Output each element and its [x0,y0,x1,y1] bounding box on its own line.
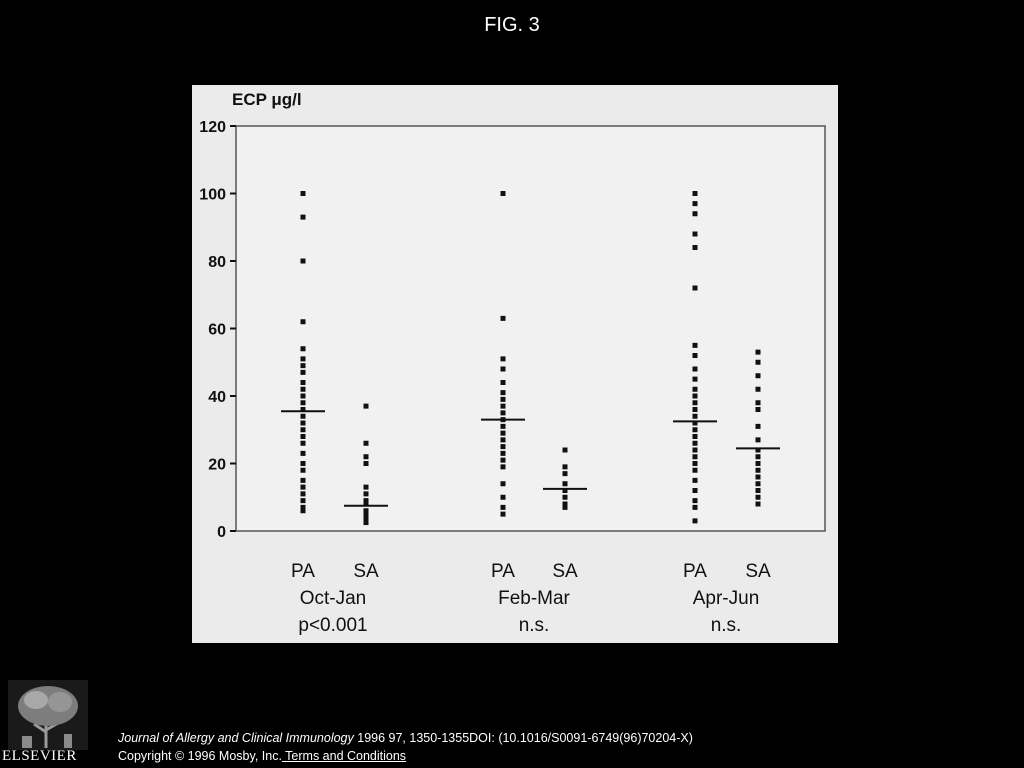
data-point [301,491,306,496]
data-point [693,448,698,453]
y-tick-label: 100 [199,186,226,204]
data-point [501,410,506,415]
data-point [693,201,698,206]
plot-frame [236,126,825,531]
data-point [693,286,698,291]
data-point [501,380,506,385]
data-point [756,360,761,365]
significance-label: p<0.001 [298,615,368,636]
data-point [501,390,506,395]
data-point [756,400,761,405]
data-point [756,373,761,378]
data-point [301,191,306,196]
data-point [563,505,568,510]
data-point [756,468,761,473]
ecp-scatter-chart [192,85,838,643]
data-point [364,520,369,525]
data-point [301,498,306,503]
data-point [301,363,306,368]
data-point [756,475,761,480]
data-point [693,461,698,466]
citation-details: 1996 97, 1350-1355DOI: (10.1016/S0091-6749(96)70204-X) [353,731,693,745]
data-point [501,431,506,436]
data-point [501,458,506,463]
data-point [501,316,506,321]
data-point [301,387,306,392]
elsevier-wordmark: ELSEVIER [2,748,77,764]
y-tick-label: 80 [208,254,226,271]
figure-panel [192,85,838,643]
data-point [501,356,506,361]
data-point [756,437,761,442]
terms-and-conditions-link[interactable]: Terms and Conditions [281,749,407,763]
journal-name: Journal of Allergy and Clinical Immunology [118,731,354,745]
y-tick-label: 20 [208,456,226,474]
data-point [364,485,369,490]
data-point [301,370,306,375]
data-point [501,367,506,372]
data-point [301,400,306,405]
data-point [693,400,698,405]
y-tick-label: 120 [199,119,226,136]
data-point [301,461,306,466]
data-point [756,495,761,500]
y-tick-label: 0 [217,524,226,541]
data-point [693,367,698,372]
series-label: PA [683,561,707,582]
data-point [756,350,761,355]
data-point [693,488,698,493]
data-point [693,454,698,459]
data-point [693,414,698,419]
series-label: PA [491,561,515,582]
data-point [756,407,761,412]
data-point [301,485,306,490]
period-label: Feb-Mar [498,588,570,609]
data-point [693,353,698,358]
y-tick-label: 40 [208,389,226,406]
copyright-line [118,749,406,763]
data-point [301,434,306,439]
data-point [364,461,369,466]
data-point [501,464,506,469]
data-point [563,481,568,486]
data-point [501,495,506,500]
data-point [301,508,306,513]
data-point [301,468,306,473]
copyright-text: Copyright © 1996 Mosby, Inc. [118,749,282,763]
data-point [756,454,761,459]
data-point [301,414,306,419]
data-point [693,211,698,216]
data-point [301,319,306,324]
data-point [301,356,306,361]
data-point [693,377,698,382]
data-point [301,346,306,351]
data-point [301,451,306,456]
data-point [301,215,306,220]
data-point [301,394,306,399]
data-point [693,498,698,503]
data-point [693,478,698,483]
data-point [693,505,698,510]
data-point [501,437,506,442]
data-point [693,343,698,348]
data-point [301,421,306,426]
data-point [693,387,698,392]
data-point [693,518,698,523]
period-label: Apr-Jun [692,588,760,609]
data-point [756,461,761,466]
data-point [364,454,369,459]
data-point [693,191,698,196]
data-point [563,464,568,469]
data-point [301,441,306,446]
y-tick-label: 60 [208,321,226,339]
data-point [364,404,369,409]
data-point [563,471,568,476]
series-label: SA [552,561,578,582]
data-point [364,491,369,496]
slide-title: FIG. 3 [484,14,540,36]
data-point [756,481,761,486]
data-point [301,259,306,264]
y-axis-label: ECP μg/l [232,90,302,109]
data-point [501,191,506,196]
series-label: SA [353,561,379,582]
data-point [501,397,506,402]
significance-label: n.s. [518,615,550,636]
citation-line [118,731,693,745]
data-point [756,387,761,392]
data-point [693,434,698,439]
data-point [693,232,698,237]
data-point [501,424,506,429]
data-point [364,441,369,446]
data-point [693,245,698,250]
series-label: PA [291,561,315,582]
data-point [501,451,506,456]
data-point [301,427,306,432]
data-point [501,512,506,517]
data-point [756,488,761,493]
data-point [563,495,568,500]
data-point [501,505,506,510]
data-point [693,394,698,399]
data-point [501,444,506,449]
data-point [693,468,698,473]
series-label: SA [745,561,771,582]
data-point [501,481,506,486]
data-point [301,478,306,483]
data-point [693,407,698,412]
period-label: Oct-Jan [299,588,367,609]
data-point [693,427,698,432]
data-point [301,380,306,385]
data-point [693,441,698,446]
data-point [756,424,761,429]
data-point [501,404,506,409]
data-point [563,448,568,453]
significance-label: n.s. [710,615,742,636]
data-point [756,502,761,507]
